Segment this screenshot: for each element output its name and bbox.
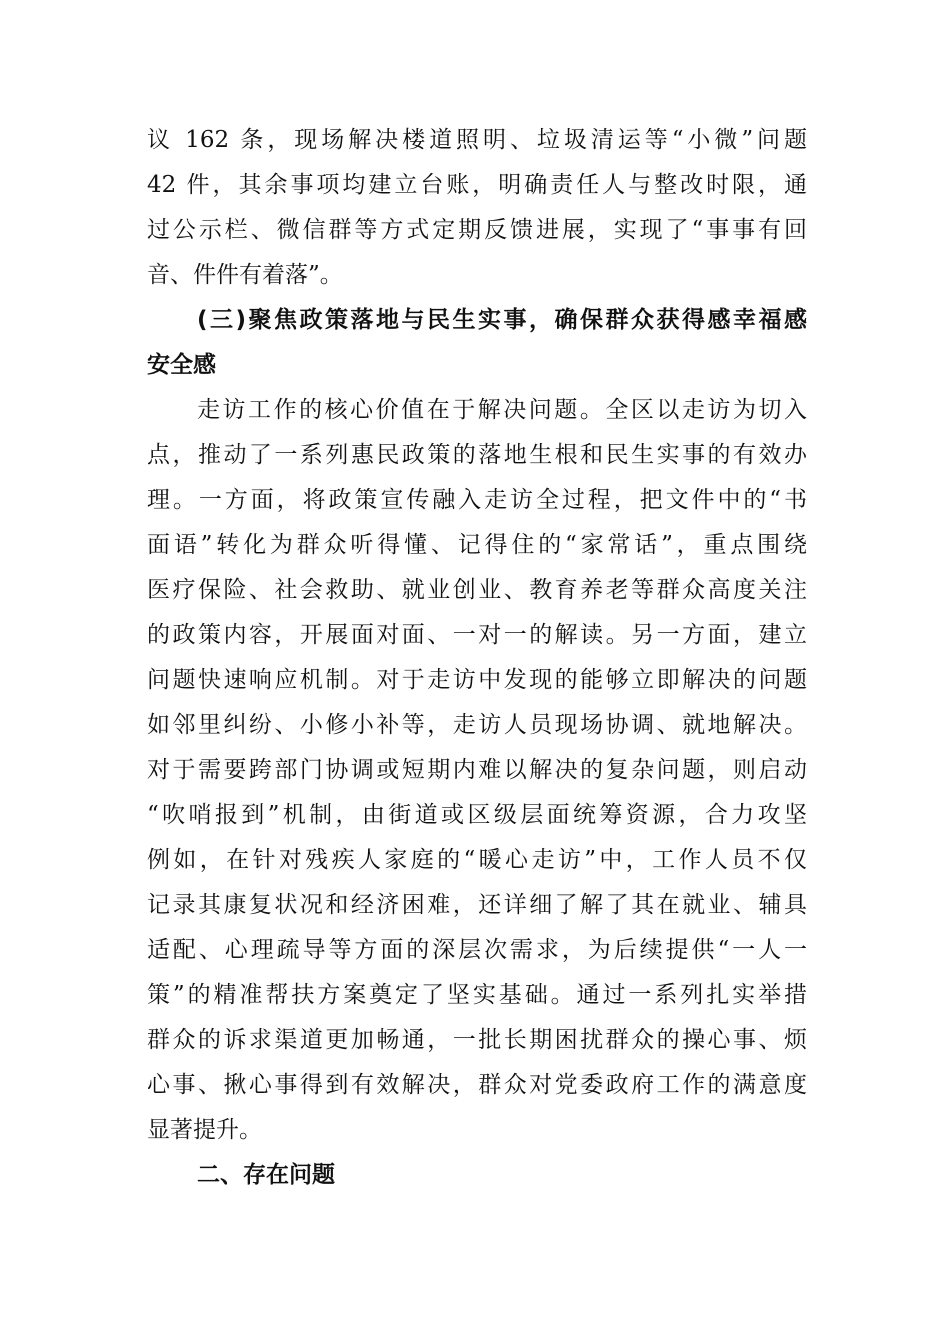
paragraph-line: 群众的诉求渠道更加畅通，一批长期困扰群众的操心事、烦 <box>147 1027 807 1053</box>
paragraph-line: 对于需要跨部门协调或短期内难以解决的复杂问题，则启动 <box>147 757 807 783</box>
paragraph-line: 的政策内容，开展面对面、一对一的解读。另一方面，建立 <box>147 622 807 648</box>
paragraph-line: 适配、心理疏导等方面的深层次需求，为后续提供“一人一 <box>147 937 807 963</box>
paragraph-line: 面语”转化为群众听得懂、记得住的“家常话”，重点围绕 <box>147 532 807 558</box>
chapter-heading: 二、存在问题 <box>197 1162 335 1188</box>
paragraph-line: 过公示栏、微信群等方式定期反馈进展，实现了“事事有回 <box>147 217 807 243</box>
paragraph-line: 显著提升。 <box>147 1117 262 1143</box>
paragraph-line: 心事、揪心事得到有效解决，群众对党委政府工作的满意度 <box>147 1072 807 1098</box>
section-heading-line: 安全感 <box>147 352 216 378</box>
paragraph-line: “吹哨报到”机制，由街道或区级层面统筹资源，合力攻坚 <box>147 802 807 828</box>
paragraph-line: 42 件，其余事项均建立台账，明确责任人与整改时限，通 <box>147 172 807 198</box>
paragraph-line: 策”的精准帮扶方案奠定了坚实基础。通过一系列扎实举措 <box>147 982 807 1008</box>
paragraph-line: 议 162 条，现场解决楼道照明、垃圾清运等“小微”问题 <box>147 127 807 153</box>
paragraph-line: 走访工作的核心价值在于解决问题。全区以走访为切入 <box>197 397 807 423</box>
paragraph-line: 记录其康复状况和经济困难，还详细了解了其在就业、辅具 <box>147 892 807 918</box>
paragraph-line: 例如，在针对残疾人家庭的“暖心走访”中，工作人员不仅 <box>147 847 807 873</box>
paragraph-line: 点，推动了一系列惠民政策的落地生根和民生实事的有效办 <box>147 442 807 468</box>
section-heading-line: (三)聚焦政策落地与民生实事，确保群众获得感幸福感 <box>197 307 807 333</box>
paragraph-line: 理。一方面，将政策宣传融入走访全过程，把文件中的“书 <box>147 487 807 513</box>
paragraph-line: 音、件件有着落”。 <box>147 262 343 288</box>
paragraph-line: 问题快速响应机制。对于走访中发现的能够立即解决的问题 <box>147 667 807 693</box>
paragraph-line: 医疗保险、社会救助、就业创业、教育养老等群众高度关注 <box>147 577 807 603</box>
paragraph-line: 如邻里纠纷、小修小补等，走访人员现场协调、就地解决。 <box>147 712 807 738</box>
